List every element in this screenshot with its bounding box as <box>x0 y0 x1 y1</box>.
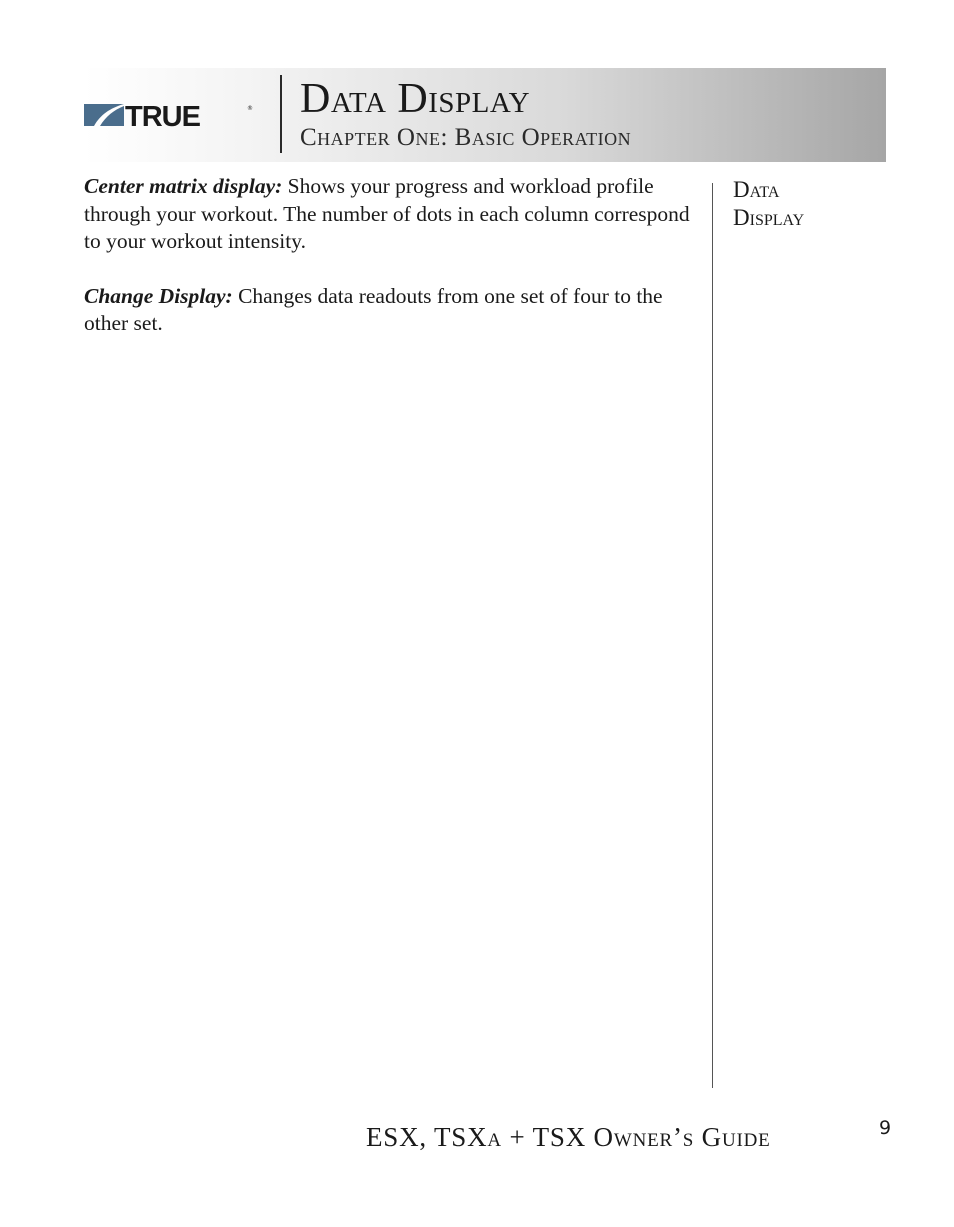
sidebar-heading <box>733 176 873 232</box>
true-logo <box>84 102 254 130</box>
main-content <box>84 173 700 365</box>
chapter-subtitle: Chapter One: Basic Operation <box>300 124 632 151</box>
sidebar-rule <box>712 183 713 1088</box>
svg-text:®: ® <box>247 105 253 112</box>
desc-change-display: Changes data readouts from one set of four to the other set. <box>84 283 663 335</box>
desc-center-matrix: Shows your progress and workload profile through your workout. The number of dots in each column correspond to your workout intensity. <box>84 174 690 253</box>
svg-text:TRUE: TRUE <box>125 102 200 130</box>
page-number: 9 <box>879 1117 892 1139</box>
term-center-matrix: Center matrix display: <box>84 174 283 198</box>
paragraph-change-display <box>84 283 700 338</box>
paragraph-center-matrix <box>84 173 700 256</box>
term-change-display: Change Display: <box>84 283 233 308</box>
footer-guide-title: ESX, TSXa + TSX Owner’s Guide <box>366 1122 771 1152</box>
sidebar-heading-line2: Display <box>733 205 805 230</box>
header-divider <box>280 75 282 153</box>
sidebar-heading-line1: Data <box>733 177 780 202</box>
page-title: Data Display <box>300 76 531 122</box>
